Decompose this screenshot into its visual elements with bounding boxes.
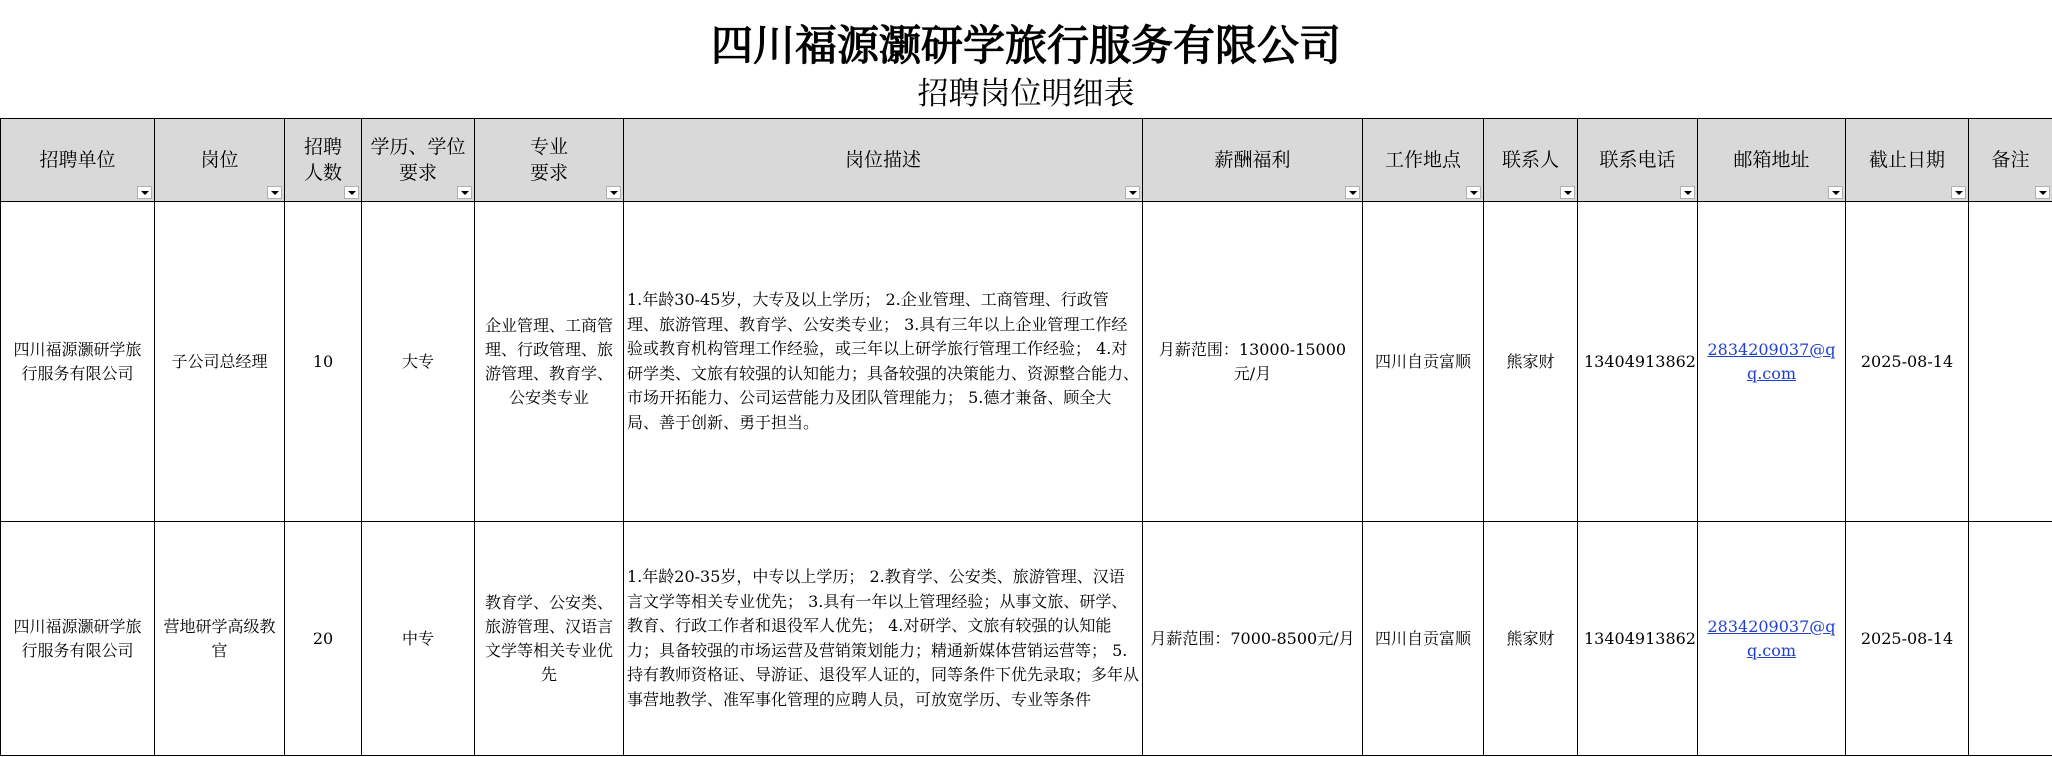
- cell-contact: 熊家财: [1484, 202, 1578, 522]
- header-salary: [1143, 119, 1363, 202]
- dropdown-filter-icon[interactable]: [267, 186, 282, 199]
- header-contact: [1484, 119, 1578, 202]
- header-label: 招聘单位: [39, 149, 116, 171]
- header-label: 联系人: [1501, 149, 1559, 171]
- header-label: 备注: [1991, 149, 2030, 171]
- cell-education: 大专: [362, 202, 475, 522]
- cell-count: 20: [285, 522, 362, 756]
- header-location: [1363, 119, 1484, 202]
- header-label-line1: 学历、学位: [370, 136, 466, 158]
- cell-unit: 四川福源灏研学旅行服务有限公司: [1, 202, 155, 522]
- cell-phone: 13404913862: [1578, 522, 1698, 756]
- table-row: [1, 522, 2052, 756]
- header-label: 工作地点: [1384, 149, 1461, 171]
- document-subtitle: 招聘岗位明细表: [917, 76, 1135, 112]
- header-deadline: [1846, 119, 1969, 202]
- cell-major: 企业管理、工商管理、行政管理、旅游管理、教育学、公安类专业: [475, 202, 624, 522]
- header-label-line1: 招聘: [303, 136, 342, 158]
- header-major: [475, 119, 624, 202]
- header-label-line2: 人数: [303, 162, 342, 184]
- cell-email: [1698, 202, 1846, 522]
- dropdown-filter-icon[interactable]: [137, 186, 152, 199]
- cell-email: [1698, 522, 1846, 756]
- header-count: [285, 119, 362, 202]
- dropdown-filter-icon[interactable]: [1345, 186, 1360, 199]
- dropdown-filter-icon[interactable]: [1466, 186, 1481, 199]
- cell-location: 四川自贡富顺: [1363, 202, 1484, 522]
- document-title: 四川福源灏研学旅行服务有限公司: [710, 21, 1341, 70]
- cell-phone: 13404913862: [1578, 202, 1698, 522]
- cell-contact: 熊家财: [1484, 522, 1578, 756]
- header-unit: [1, 119, 155, 202]
- dropdown-filter-icon[interactable]: [457, 186, 472, 199]
- cell-salary: 月薪范围：13000-15000元/月: [1143, 202, 1363, 522]
- dropdown-filter-icon[interactable]: [1560, 186, 1575, 199]
- header-label-line2: 要求: [529, 162, 568, 184]
- header-education: [362, 119, 475, 202]
- dropdown-filter-icon[interactable]: [2035, 186, 2050, 199]
- header-phone: [1578, 119, 1698, 202]
- cell-position: 营地研学高级教官: [155, 522, 285, 756]
- dropdown-filter-icon[interactable]: [606, 186, 621, 199]
- cell-description: 1.年龄20-35岁，中专以上学历； 2.教育学、公安类、旅游管理、汉语言文学等相关专业优先； 3.具有一年以上管理经验；从事文旅、研学、教育、行政工作者和退役军人优先； 4.对研学、文旅有较强的认知能力；具备较强的市场运营及营销策划能力；精通新媒体营销运营等； 5.持有教师资格证、导游证、退役军人证的，同等条件下优先录取；多年从事营地教学、准军事化管理的应聘人员，可放宽学历、专业等条件: [624, 522, 1143, 756]
- dropdown-filter-icon[interactable]: [344, 186, 359, 199]
- header-label: 联系电话: [1599, 149, 1676, 171]
- cell-major: 教育学、公安类、旅游管理、汉语言文学等相关专业优先: [475, 522, 624, 756]
- email-link[interactable]: 2834209037@qq.com: [1707, 339, 1836, 383]
- header-label: 岗位: [200, 149, 239, 171]
- header-email: [1698, 119, 1846, 202]
- header-label-line1: 专业: [529, 136, 568, 158]
- cell-note: [1969, 522, 2052, 756]
- cell-deadline: 2025-08-14: [1846, 522, 1969, 756]
- header-position: [155, 119, 285, 202]
- cell-deadline: 2025-08-14: [1846, 202, 1969, 522]
- header-label: 岗位描述: [844, 149, 921, 171]
- dropdown-filter-icon[interactable]: [1828, 186, 1843, 199]
- header-label: 截止日期: [1868, 149, 1945, 171]
- dropdown-filter-icon[interactable]: [1680, 186, 1695, 199]
- cell-note: [1969, 202, 2052, 522]
- cell-unit: 四川福源灏研学旅行服务有限公司: [1, 522, 155, 756]
- table-row: [1, 202, 2052, 522]
- title-block: [0, 0, 2052, 118]
- cell-position: 子公司总经理: [155, 202, 285, 522]
- cell-education: 中专: [362, 522, 475, 756]
- email-link[interactable]: 2834209037@qq.com: [1707, 616, 1836, 660]
- cell-salary: 月薪范围：7000-8500元/月: [1143, 522, 1363, 756]
- header-label: 邮箱地址: [1733, 149, 1810, 171]
- header-note: [1969, 119, 2052, 202]
- dropdown-filter-icon[interactable]: [1125, 186, 1140, 199]
- cell-location: 四川自贡富顺: [1363, 522, 1484, 756]
- cell-count: 10: [285, 202, 362, 522]
- header-label: 薪酬福利: [1214, 149, 1291, 171]
- header-row: [1, 119, 2052, 202]
- cell-description: 1.年龄30-45岁，大专及以上学历； 2.企业管理、工商管理、行政管理、旅游管理、教育学、公安类专业； 3.具有三年以上企业管理工作经验或教育机构管理工作经验，或三年以上研学旅行管理工作经验； 4.对研学类、文旅有较强的认知能力；具备较强的决策能力、资源整合能力、市场开拓能力、公司运营能力及团队管理能力； 5.德才兼备、顾全大局、善于创新、勇于担当。: [624, 202, 1143, 522]
- dropdown-filter-icon[interactable]: [1951, 186, 1966, 199]
- header-label-line2: 要求: [398, 162, 437, 184]
- recruitment-table: [0, 118, 2052, 756]
- header-description: [624, 119, 1143, 202]
